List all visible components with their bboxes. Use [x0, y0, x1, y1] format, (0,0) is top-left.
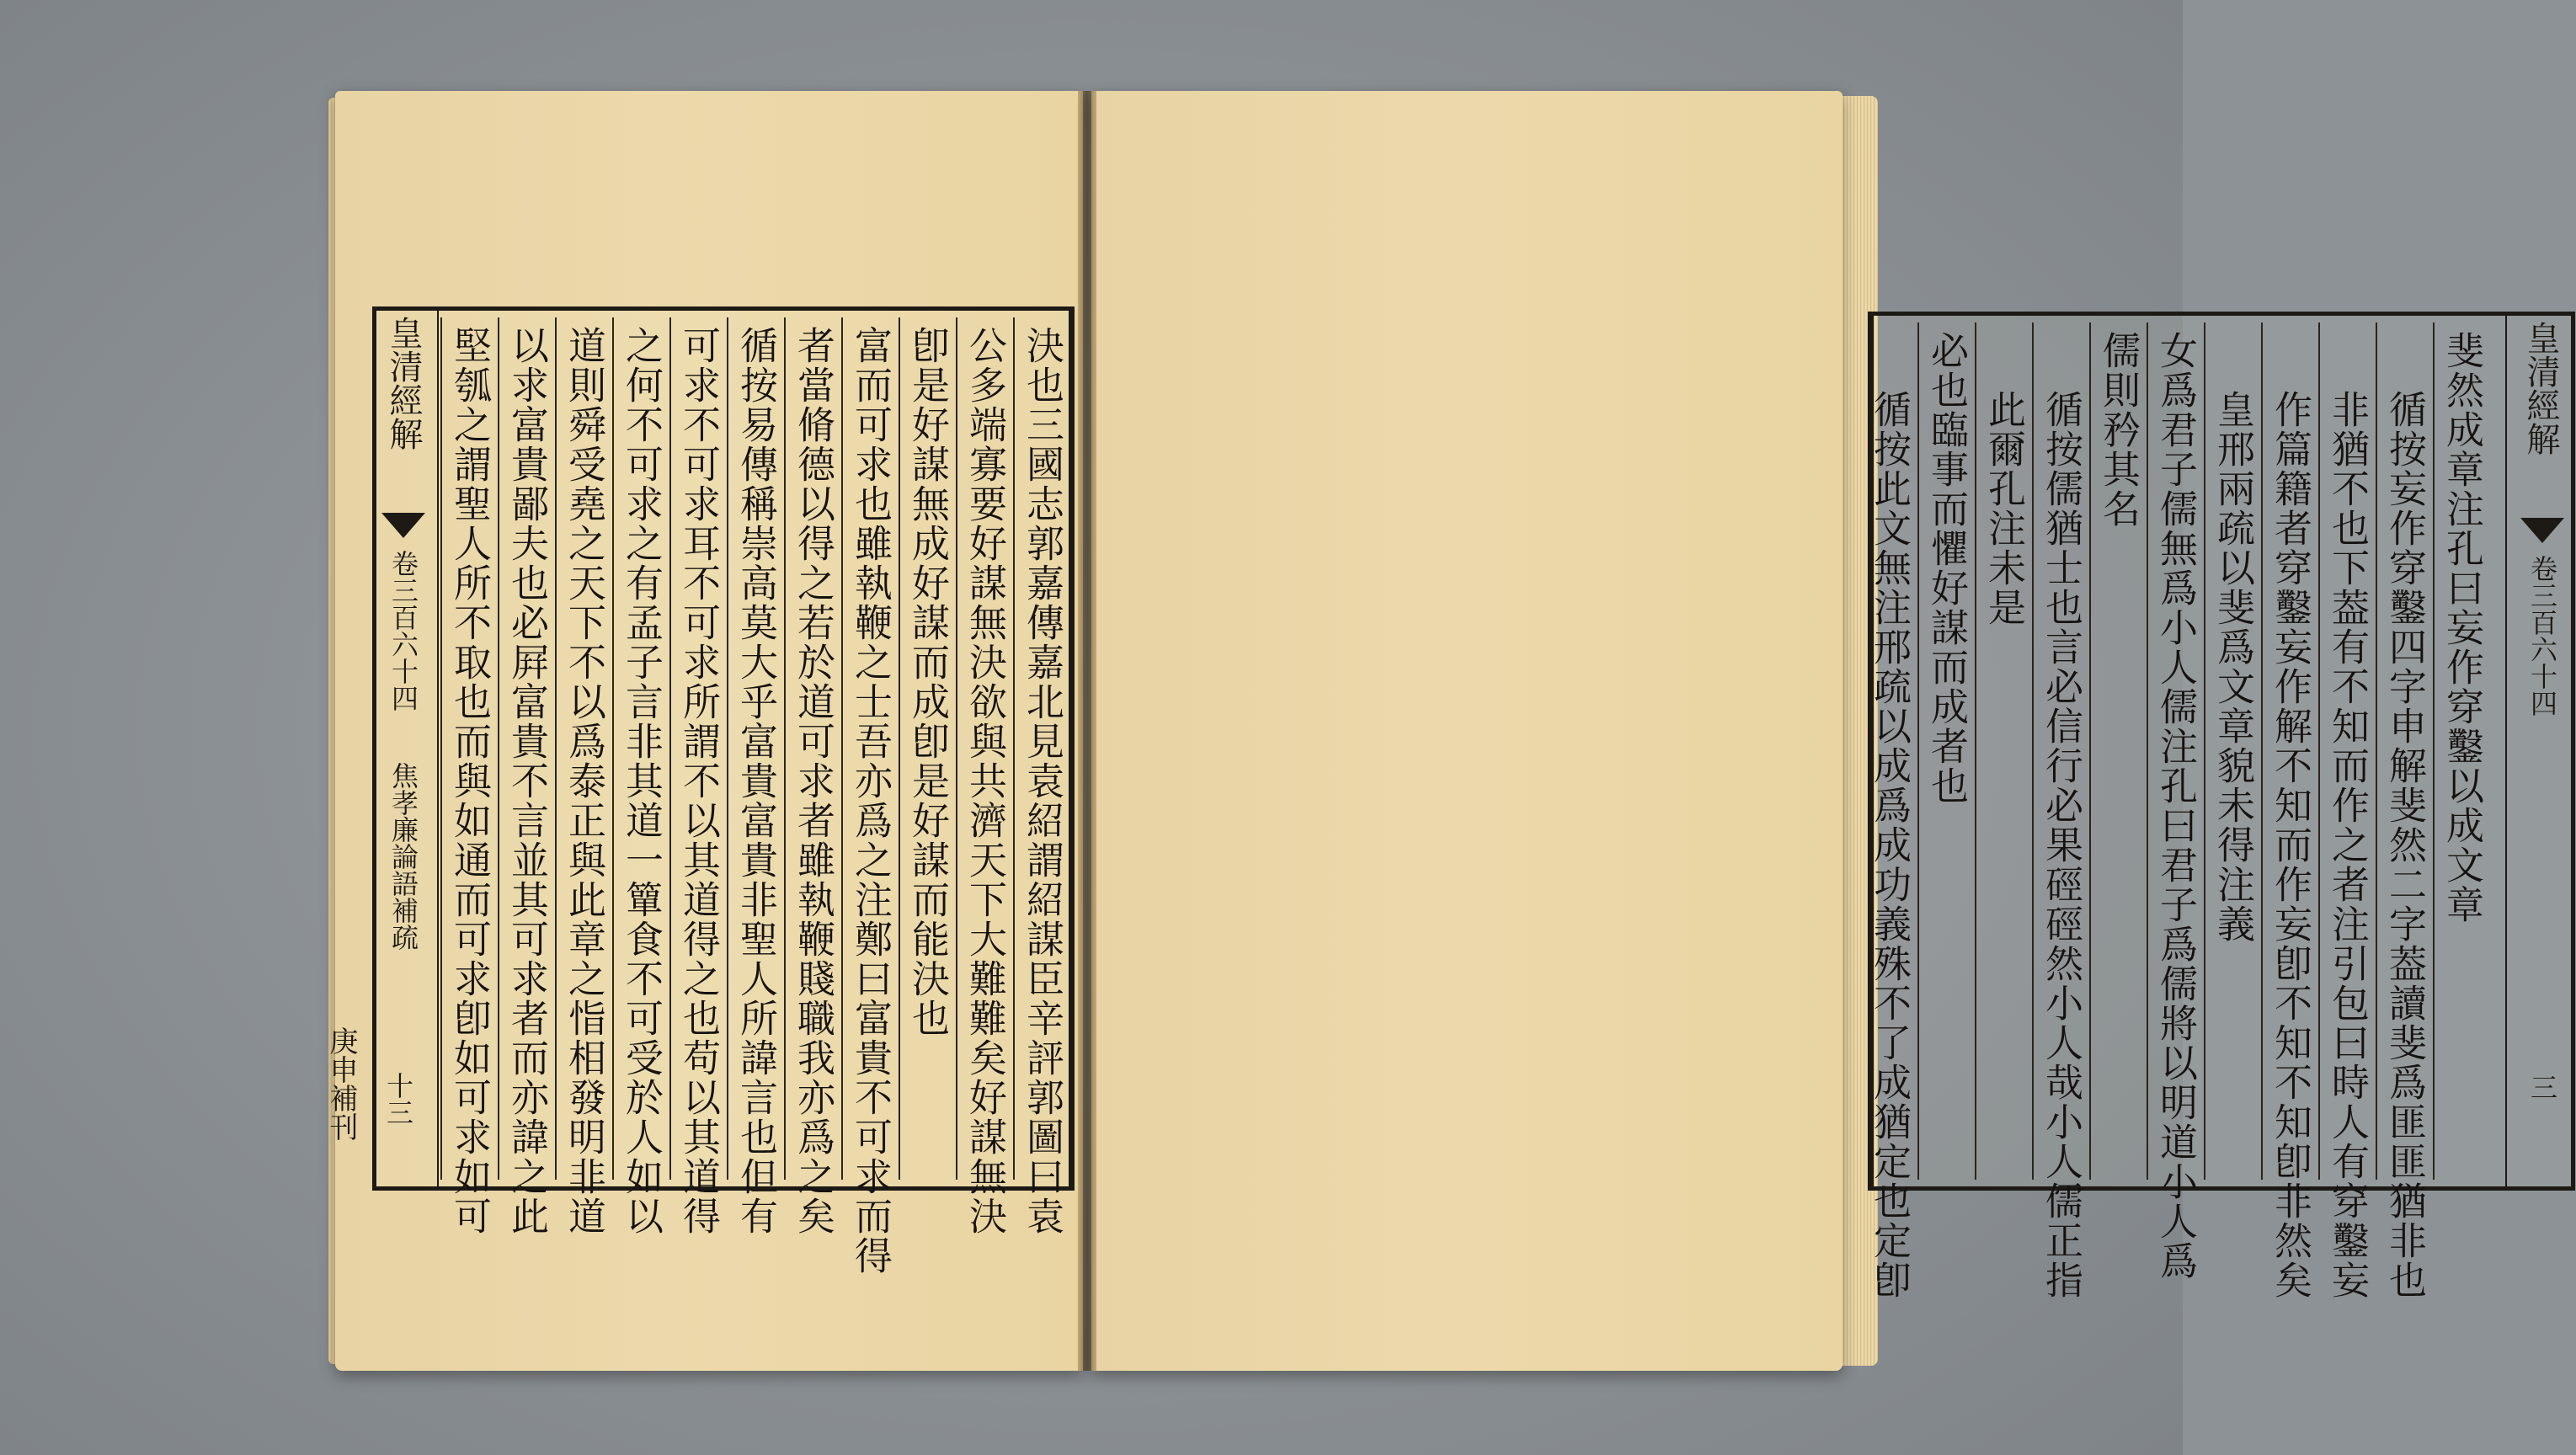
right-column-5: [2204, 322, 2261, 1180]
left-fold-volume: 卷三百六十四: [387, 550, 419, 712]
right-column-7: [2089, 322, 2147, 1180]
left-column-text: 公多端寡要好謀無決欲與共濟天下大難難矣好謀無決: [963, 326, 1007, 1236]
left-column-text: 之何不可求之有孟子言非其道一簞食不可受於人如以: [619, 326, 664, 1236]
left-column-6: [727, 317, 784, 1236]
right-column-text: 儒則矜其名: [2096, 331, 2141, 529]
right-column-text: 此爾孔注未是: [1981, 390, 2026, 627]
left-column-text: 卽是好謀無成好謀而成卽是好謀而能決也: [905, 326, 950, 1038]
right-column-text: 非猶不也下葢有不知而作之者注引包曰時人有穿鑿妄: [2325, 390, 2370, 1300]
right-column-4: [2261, 322, 2318, 1300]
left-column-5: [784, 317, 841, 1236]
open-book: [324, 91, 2560, 1371]
right-column-6: [2147, 322, 2204, 1281]
left-column-text: 者當脩德以得之若於道可求者雖執鞭賤職我亦爲之矣: [791, 326, 835, 1236]
right-column-text: 必也臨事而懼好謀而成者也: [1924, 331, 1969, 806]
right-column-10: [1917, 322, 1975, 1180]
right-column-text: 循按儒猶士也言必信行必果硜硜然小人哉小人儒正指: [2039, 390, 2083, 1300]
left-fold-margin: [370, 311, 439, 1186]
left-column-text: 可求不可求耳不可求所謂不以其道得之也苟以其道得: [676, 326, 721, 1236]
fishtail-mark: [381, 513, 425, 538]
left-column-9: [555, 317, 612, 1236]
left-fold-leaf: 十三: [382, 1072, 414, 1126]
right-fold-margin: [2505, 316, 2576, 1186]
left-text-frame: [324, 306, 1075, 1276]
right-fold-title: 皇清經解: [2521, 321, 2560, 456]
left-column-7: [669, 317, 727, 1236]
left-column-2: [956, 317, 1013, 1236]
left-column-10: [498, 317, 555, 1236]
left-column-text: 道則舜受堯之天下不以爲泰正與此章之恉相發明非道: [562, 326, 606, 1236]
left-column-1: [1013, 317, 1070, 1236]
right-column-text: 皇邢兩疏以斐爲文章貌未得注義: [2211, 390, 2255, 944]
left-page: [324, 91, 1083, 1371]
left-fold-title: 皇清經解: [384, 316, 423, 450]
left-column-text: 以求富貴鄙夫也必屛富貴不言並其可求者而亦諱之此: [504, 326, 549, 1236]
left-column-11: [440, 317, 498, 1236]
right-fold-volume: 卷三百六十四: [2526, 555, 2558, 717]
right-column-2: [2376, 322, 2433, 1300]
right-page: [1091, 91, 2560, 1371]
book-gutter: [1078, 91, 1096, 1371]
left-column-3: [899, 317, 956, 1180]
left-column-text: 堅瓠之謂聖人所不取也而與如通而可求卽如可求如可: [447, 326, 492, 1236]
right-column-text: 女爲君子儒無爲小人儒注孔曰君子爲儒將以明道小人爲: [2153, 331, 2198, 1281]
right-column-11: [1860, 322, 1917, 1300]
right-column-1: [2433, 322, 2490, 1180]
right-fold-leaf: 三: [2526, 1074, 2558, 1101]
left-fold-work: 焦孝廉論語補疏: [387, 762, 419, 951]
right-column-9: [1975, 322, 2032, 1180]
right-column-text: 循按此文無注邢疏以成爲成功義殊不了成猶定也定卽: [1867, 390, 1912, 1300]
right-column-text: 斐然成章注孔曰妄作穿鑿以成文章: [2440, 331, 2484, 925]
fishtail-mark: [2520, 518, 2564, 543]
left-edition-note: 庚申補刊: [324, 1026, 358, 1141]
left-column-text: 富而可求也雖執鞭之士吾亦爲之注鄭曰富貴不可求而得: [848, 326, 893, 1276]
right-column-text: 作篇籍者穿鑿妄作解不知而作妄卽不知不知卽非然矣: [2268, 390, 2312, 1300]
right-column-text: 循按妄作穿鑿四字申解斐然二字葢讀斐爲匪匪猶非也: [2382, 390, 2427, 1300]
left-column-text: 循按易傳稱崇高莫大乎富貴富貴非聖人所諱言也但有: [733, 326, 778, 1236]
right-text-frame: [1867, 312, 2575, 1300]
left-column-text: 決也三國志郭嘉傳嘉北見袁紹謂紹謀臣辛評郭圖曰袁: [1020, 326, 1064, 1236]
right-column-8: [2032, 322, 2089, 1300]
left-column-4: [841, 317, 899, 1276]
right-column-3: [2318, 322, 2376, 1300]
left-column-8: [612, 317, 669, 1236]
